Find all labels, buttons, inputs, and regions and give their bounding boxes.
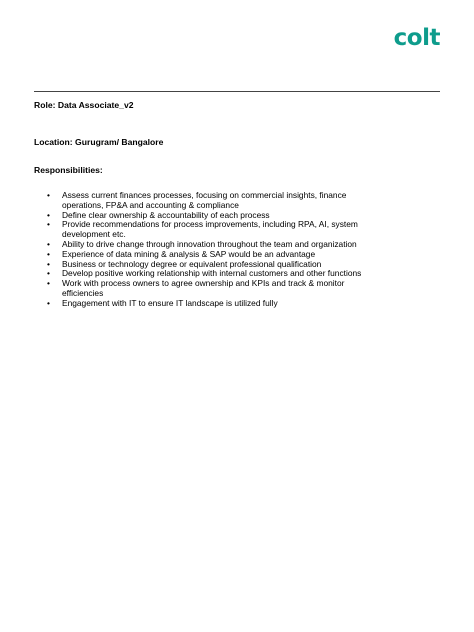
bullet-icon: •	[47, 258, 50, 269]
responsibilities-heading: Responsibilities:	[34, 165, 103, 175]
list-item	[34, 191, 364, 211]
list-item-text: Experience of data mining & analysis & SAP would be an advantage	[62, 248, 316, 259]
bullet-icon: •	[47, 268, 50, 279]
list-item-text: Provide recommendations for process improvements, including RPA, AI, system development etc.	[62, 219, 358, 240]
bullet-icon: •	[47, 238, 50, 249]
bullet-icon: •	[47, 278, 50, 289]
list-item-text: Define clear ownership & accountability of each process	[62, 209, 270, 220]
bullet-icon: •	[47, 209, 50, 220]
list-item-text: Work with process owners to agree ownership and KPIs and track & monitor efficiencies	[62, 278, 345, 298]
list-item-text: Ability to drive change through innovation throughout the team and organization	[62, 238, 357, 249]
bullet-icon: •	[47, 297, 50, 308]
list-item-text: Engagement with IT to ensure IT landscape is utilized fully	[62, 297, 278, 308]
list-item-text: Assess current finances processes, focusing on commercial insights, finance operations, FP&A and accounting & compliance	[62, 190, 347, 210]
list-item	[34, 220, 364, 240]
list-item-text: Business or technology degree or equivalent professional qualification	[62, 258, 322, 269]
colt-logo: colt	[393, 25, 440, 51]
location-line: Location: Gurugram/ Bangalore	[34, 137, 164, 147]
list-item	[34, 299, 364, 309]
header-divider	[34, 91, 440, 92]
bullet-icon: •	[47, 248, 50, 259]
bullet-icon: •	[47, 219, 50, 230]
list-item	[34, 279, 364, 299]
bullet-icon: •	[47, 190, 50, 200]
responsibilities-list	[34, 191, 364, 309]
role-title: Role: Data Associate_v2	[34, 100, 134, 110]
list-item-text: Develop positive working relationship with internal customers and other functions	[62, 268, 362, 279]
